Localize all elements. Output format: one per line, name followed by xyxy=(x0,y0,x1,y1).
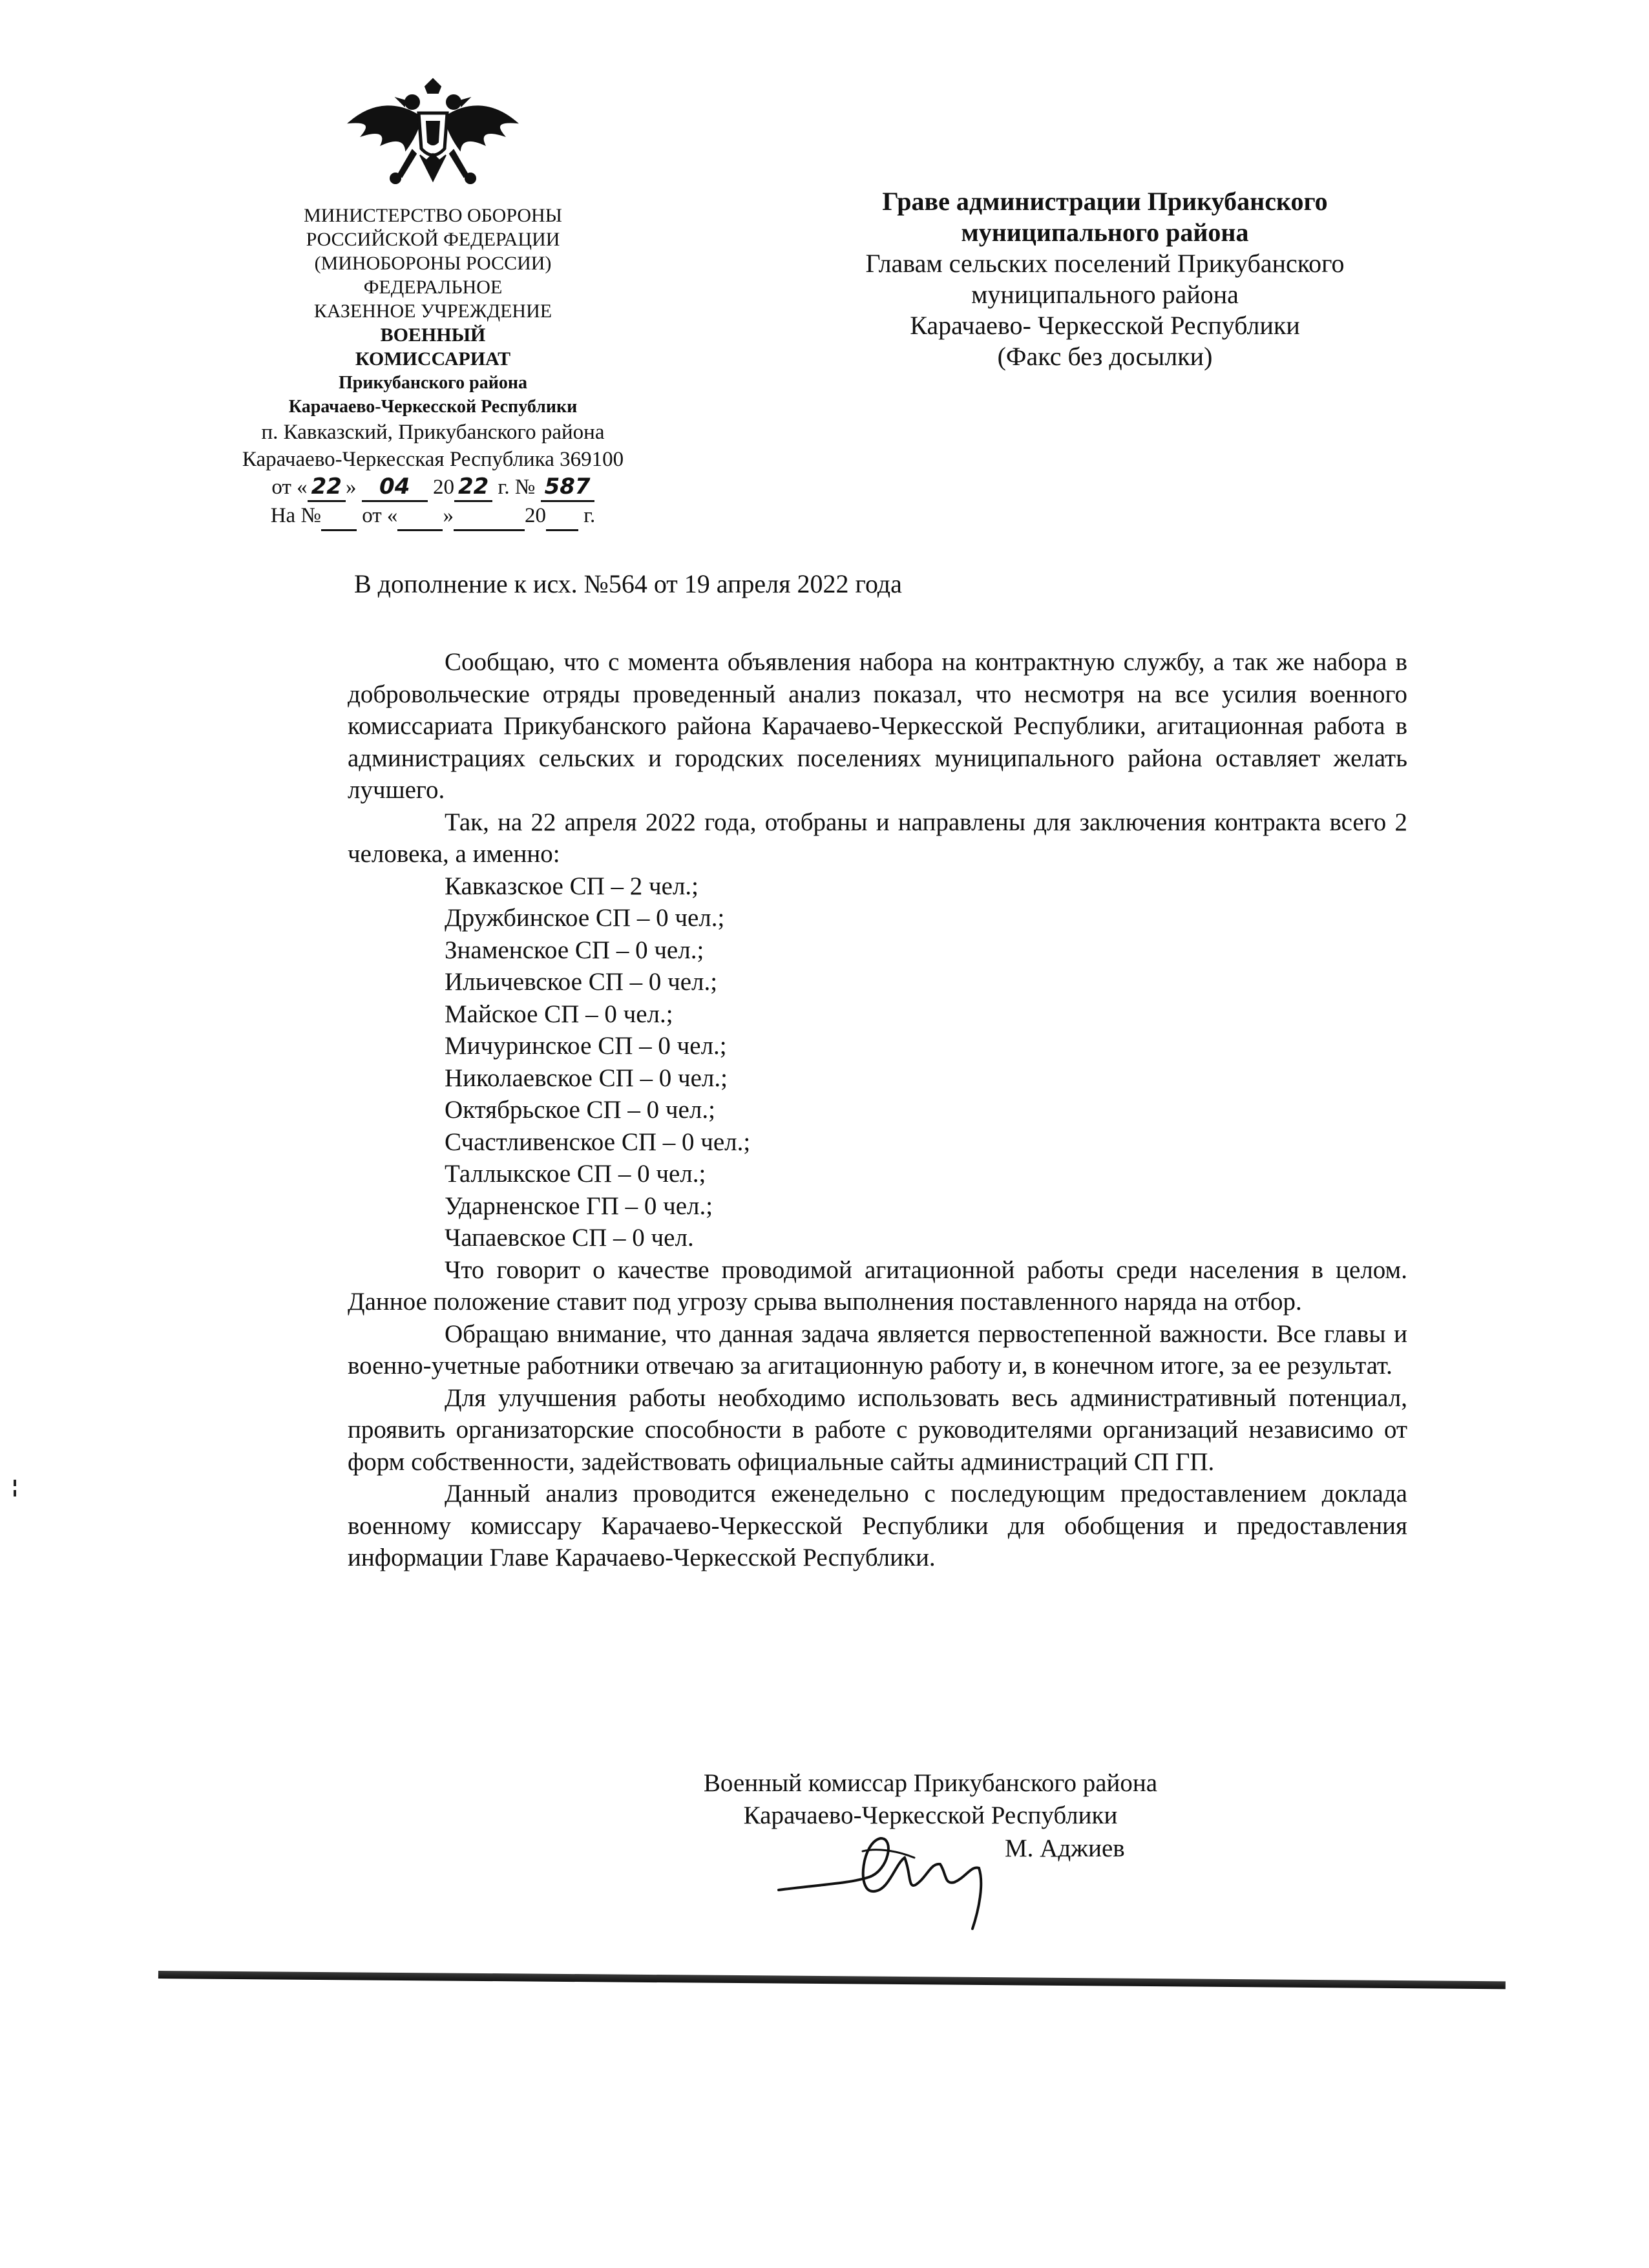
date-prefix: от « xyxy=(271,476,308,499)
list-item: Мичуринское СП – 0 чел.; xyxy=(445,1032,727,1060)
addressee-line1: Граве администрации Прикубанского xyxy=(882,187,1328,216)
addressee-line5: Карачаево- Черкесской Республики xyxy=(910,311,1300,340)
sender-commissariat-line2: КОМИССАРИАТ xyxy=(355,348,511,370)
reference-line: В дополнение к исх. №564 от 19 апреля 2022 года xyxy=(354,569,902,598)
sender-institution-line1: ФЕДЕРАЛЬНОЕ xyxy=(363,277,503,298)
list-item: Ильичевское СП – 0 чел.; xyxy=(445,968,718,996)
signatory-name: М. Аджиев xyxy=(1005,1834,1125,1862)
list-item: Таллыкское СП – 0 чел.; xyxy=(445,1160,706,1188)
list-item: Дружбинское СП – 0 чел.; xyxy=(445,904,725,932)
date-year-handwritten: 22 xyxy=(454,473,492,502)
sender-district-line: Прикубанского района xyxy=(338,373,528,393)
list-item: Ударненское ГП – 0 чел.; xyxy=(445,1192,713,1220)
sender-ministry-line1: МИНИСТЕРСТВО ОБОРОНЫ xyxy=(304,205,562,226)
body-paragraph-3: Что говорит о качестве проводимой агитационной работы среди населения в целом. Данное положение ставит под угрозу срыва выполнения поставленного наряда на отбор. xyxy=(348,1255,1407,1316)
scan-margin-marks-icon xyxy=(12,1480,18,1506)
list-item: Октябрьское СП – 0 чел.; xyxy=(445,1096,715,1124)
date-year-prefix: 20 xyxy=(432,476,454,499)
eagle-emblem-icon xyxy=(336,78,530,194)
reply-close-quote: » xyxy=(443,504,454,527)
list-item: Николаевское СП – 0 чел.; xyxy=(445,1064,728,1092)
addressee-line3: Главам сельских поселений Прикубанского xyxy=(865,249,1345,278)
sender-ministry-line2: РОССИЙСКОЙ ФЕДЕРАЦИИ xyxy=(306,229,560,250)
date-close-quote: » xyxy=(345,476,357,499)
date-number-prefix: г. № xyxy=(498,476,536,499)
body-paragraph-5: Для улучшения работы необходимо использовать весь административный потенциал, проявить организаторские способности в работе с руководителями организаций независимо от форм собственности, задействовать официальные сайты администраций СП ГП. xyxy=(348,1383,1407,1476)
signature-title-line2: Карачаево-Черкесской Республики xyxy=(743,1801,1118,1829)
date-month-handwritten: 04 xyxy=(362,473,428,502)
reply-prefix: На № xyxy=(270,504,321,527)
addressee-line6: (Факс без досылки) xyxy=(997,342,1213,371)
addressee-line2: муниципального района xyxy=(961,218,1249,247)
list-item: Кавказское СП – 2 чел.; xyxy=(445,872,699,900)
scan-edge-line xyxy=(158,1971,1506,1989)
list-item: Счастливенское СП – 0 чел.; xyxy=(445,1128,751,1156)
body-paragraph-2: Так, на 22 апреля 2022 года, отобраны и направлены для заключения контракта всего 2 человека, а именно: xyxy=(348,808,1407,868)
sender-address-line2: Карачаево-Черкесская Республика 369100 xyxy=(242,448,624,471)
list-item: Чапаевское СП – 0 чел. xyxy=(445,1224,694,1252)
addressee-line4: муниципального района xyxy=(971,280,1239,309)
body-paragraph-4: Обращаю внимание, что данная задача является первостепенной важности. Все главы и военно-учетные работники отвечаю за агитационную работу и, в конечном итоге, за ее результат. xyxy=(348,1319,1407,1380)
handwritten-signature-icon xyxy=(766,1812,1037,1935)
list-item: Майское СП – 0 чел.; xyxy=(445,1000,673,1028)
reply-suffix: г. xyxy=(583,504,596,527)
settlement-list xyxy=(348,870,1407,1254)
signature-title-line1: Военный комиссар Прикубанского района xyxy=(703,1769,1158,1797)
reply-year: 20 xyxy=(524,504,546,527)
letter-body xyxy=(348,646,1407,1574)
sender-ministry-line3: (МИНОБОРОНЫ РОССИИ) xyxy=(314,253,552,274)
sender-commissariat-line1: ВОЕННЫЙ xyxy=(380,324,486,346)
sender-address-line1: п. Кавказский, Прикубанского района xyxy=(261,421,605,444)
sender-republic-line: Карачаево-Черкесской Республики xyxy=(288,397,578,417)
outgoing-number-handwritten: 587 xyxy=(541,473,594,502)
addressee-block xyxy=(795,186,1415,372)
body-paragraph-1: Сообщаю, что с момента объявления набора на контрактную службу, а так же набора в добровольческие отряды проведенный анализ показал, что несмотря на все усилия военного комиссариата Прикубанского района Карачаево-Черкесской Республики, агитационная работа в администрациях сельских и городских поселениях муниципального района оставляет желать лучшего. xyxy=(348,648,1407,804)
sender-date-line xyxy=(174,473,691,502)
date-day-handwritten: 22 xyxy=(308,473,346,502)
sender-institution-line2: КАЗЕННОЕ УЧРЕЖДЕНИЕ xyxy=(313,300,552,322)
reply-from: от « xyxy=(362,504,398,527)
sender-reply-line xyxy=(174,502,691,531)
list-item: Знаменское СП – 0 чел.; xyxy=(445,936,704,964)
sender-block xyxy=(174,204,691,531)
body-paragraph-6: Данный анализ проводится еженедельно с последующим предоставлением доклада военному комиссару Карачаево-Черкесской Республики для обобщения и предоставления информации Главе Карачаево-Черкесской Республики. xyxy=(348,1480,1407,1571)
